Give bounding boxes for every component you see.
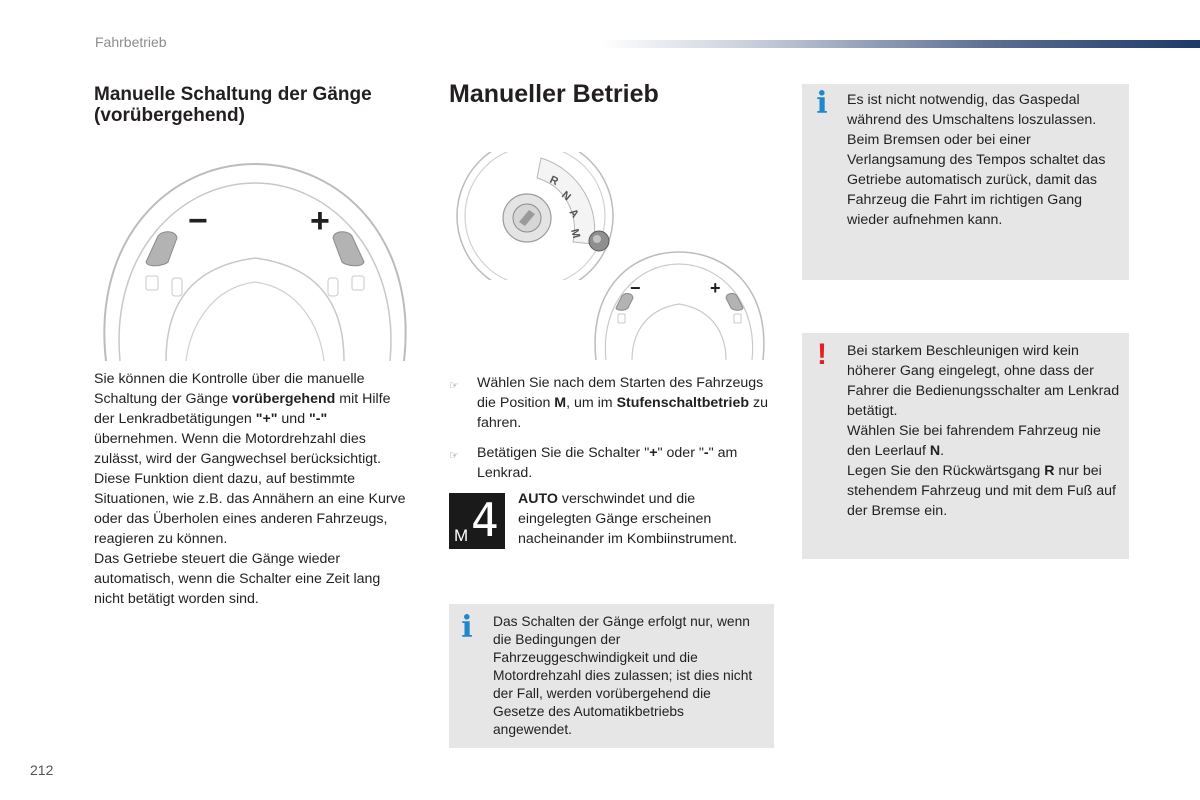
left-body-p2: Das Getriebe steuert die Gänge wieder automatisch, wenn die Schalter eine Zeit lang nicht betätigt worden sind.	[94, 551, 381, 607]
bullet-hand-icon: ☞	[449, 380, 459, 392]
instruction-bullet-2: ☞ Betätigen Sie die Schalter "+" oder "-" am Lenkrad.	[449, 445, 738, 481]
middle-info-note	[449, 604, 774, 748]
auto-display-text: AUTO verschwindet und die eingelegten Gänge erscheinen nacheinander im Kombiinstrument.	[518, 491, 738, 547]
gear-display-icon: M 4	[449, 493, 505, 549]
right-info-note-text: Es ist nicht notwendig, das Gaspedal während des Umschaltens loszulassen. Beim Bremsen oder bei einer Verlangsamung des Tempos schaltet das Getriebe automatisch zurück, damit das Fahrzeug die Fahrt im richtigen Gang wieder aufnehmen kann.	[847, 92, 1106, 228]
bullet-hand-icon: ☞	[449, 450, 459, 462]
right-warning-note	[802, 333, 1129, 559]
page-number: 212	[30, 762, 54, 778]
small-wheel-minus-label: −	[630, 278, 641, 298]
gear-selector-illustration	[455, 152, 615, 280]
middle-heading: Manueller Betrieb	[449, 80, 659, 108]
steering-wheel-paddles-illustration	[100, 158, 410, 361]
header-bar	[600, 40, 1200, 48]
left-body: Sie können die Kontrolle über die manuelle Schaltung der Gänge vorübergehend mit Hilfe der Lenkradbetätigungen "+" und "-" übernehmen. Wenn die Motordrehzahl dies zulässt, wird der Gangwechsel berücksichtigt. Diese Funktion dient dazu, auf bestimmte Situationen, wie z.B. das Annähern an eine Kurve oder das Überholen eines anderen Fahrzeugs, reagieren zu können. Das Getriebe steuert die Gänge wieder automatisch, wenn die Schalter eine Zeit lang nicht betätigt worden sind.	[94, 371, 406, 607]
wheel-minus-label: −	[188, 202, 208, 240]
selector-letter-r: R	[547, 173, 561, 189]
right-warning-note-text: Bei starkem Beschleunigen wird kein höherer Gang eingelegt, ohne dass der Fahrer die Bedienungsschalter am Lenkrad betätigt. Wählen Sie bei fahrendem Fahrzeug nie den Leerlauf N. Legen Sie den Rückwärtsgang R nur bei stehendem Fahrzeug und mit dem Fuß auf der Bremse ein.	[847, 343, 1120, 519]
steering-wheel-small-illustration	[592, 248, 767, 360]
instruction-bullet-1: ☞ Wählen Sie nach dem Starten des Fahrzeugs die Position M, um im Stufenschaltbetrieb zu fahren.	[449, 375, 768, 431]
info-icon: i	[816, 86, 828, 121]
selector-letter-n: N	[559, 189, 573, 204]
section-label: Fahrbetrieb	[95, 34, 167, 50]
info-icon: i	[461, 610, 473, 645]
selector-letter-a: A	[566, 206, 581, 221]
left-heading: Manuelle Schaltung der Gänge (vorübergehend)	[94, 84, 372, 126]
selector-letter-m: M	[568, 227, 583, 240]
right-info-note	[802, 84, 1129, 280]
wheel-plus-label: +	[310, 202, 330, 240]
small-wheel-plus-label: +	[710, 278, 721, 298]
warning-icon: !	[817, 338, 827, 371]
middle-info-note-text: Das Schalten der Gänge erfolgt nur, wenn die Bedingungen der Fahrzeuggeschwindigkeit und die Motordrehzahl dies zulassen; ist dies nicht der Fall, werden vorübergehend die Gesetze des Automatikbetriebs angewendet.	[493, 614, 753, 737]
